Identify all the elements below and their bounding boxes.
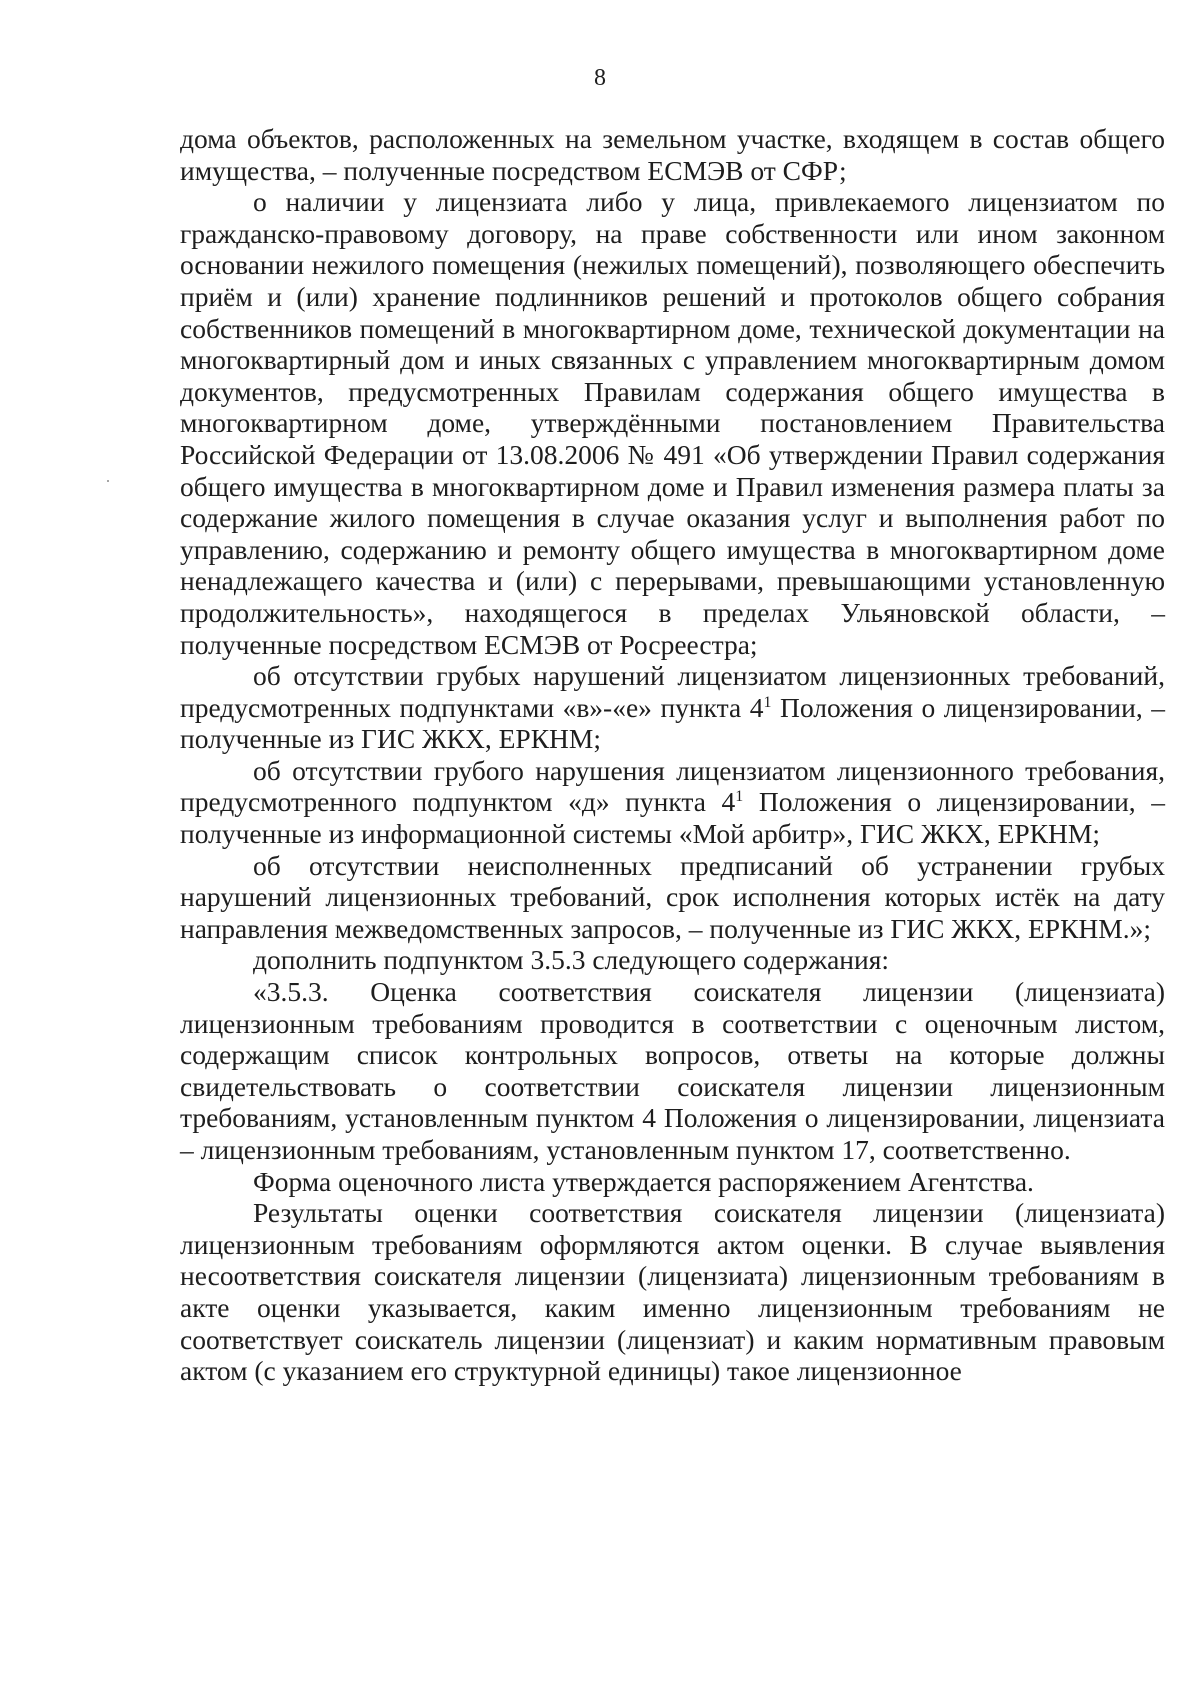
paragraph-text: об отсутствии грубого нарушения лицензиатом лицензионного требования, предусмотренного подпунктом «д» пункта 4	[180, 754, 1165, 818]
paragraph-gross-violation	[180, 755, 1165, 850]
superscript: 1	[735, 788, 744, 806]
scan-margin-mark	[107, 480, 109, 482]
paragraph-text: Положения о лицензировании, – полученные из ГИС ЖКХ, ЕРКНМ;	[180, 691, 1165, 755]
paragraph-supplement: дополнить подпунктом 3.5.3 следующего содержания:	[253, 944, 890, 976]
paragraph-form: Форма оценочного листа утверждается распоряжением Агентства.	[253, 1165, 1034, 1197]
paragraph-unfulfilled-orders: об отсутствии неисполненных предписаний об устранении грубых нарушений лицензионных требований, срок исполнения которых истёк на дату направления межведомственных запросов, – полученные из ГИС ЖКХ, ЕРКНМ.»;	[180, 849, 1165, 944]
page-number: 8	[594, 65, 606, 91]
superscript: 1	[763, 693, 772, 711]
paragraph-nonresidential-premises: о наличии у лицензиата либо у лица, привлекаемого лицензиатом по гражданско-правовому договору, на праве собственности или ином законном основании нежилого помещения (нежилых помещений), позволяющего обеспечить приём и (или) хранение подлинников решений и протоколов общего собрания собственников помещений в многоквартирном доме, технической документации на многоквартирный дом и иных связанных с управлением многоквартирным домом документов, предусмотренных Правилам содержания общего имущества в многоквартирном доме, утверждёнными постановлением Правительства Российской Федерации от 13.08.2006 № 491 «Об утверждении Правил содержания общего имущества в многоквартирном доме и Правил изменения размера платы за содержание жилого помещения в случае оказания услуг и выполнения работ по управлению, содержанию и ремонту общего имущества в многоквартирном доме ненадлежащего качества и (или) с перерывами, превышающими установленную продолжительность», находящегося в пределах Ульяновской области, – полученные посредством ЕСМЭВ от Росреестра;	[180, 186, 1165, 660]
paragraph-continuation: дома объектов, расположенных на земельном участке, входящем в состав общего имущества, – полученные посредством ЕСМЭВ от СФР;	[180, 123, 1165, 186]
paragraph-gross-violations	[180, 660, 1165, 755]
paragraph-3-5-3: «3.5.3. Оценка соответствия соискателя лицензии (лицензиата) лицензионным требованиям проводится в соответствии с оценочным листом, содержащим список контрольных вопросов, ответы на которые должны свидетельствовать о соответствии соискателя лицензии лицензионным требованиям, установленным пунктом 4 Положения о лицензировании, лицензиата – лицензионным требованиям, установленным пунктом 17, соответственно.	[180, 976, 1165, 1165]
paragraph-text: об отсутствии грубых нарушений лицензиатом лицензионных требований, предусмотренных подпунктами «в»-«е» пункта 4	[180, 660, 1165, 723]
document-body	[180, 123, 1165, 1387]
paragraph-results: Результаты оценки соответствия соискателя лицензии (лицензиата) лицензионным требованиям оформляются актом оценки. В случае выявления несоответствия соискателя лицензии (лицензиата) лицензионным требованиям в акте оценки указывается, каким именно лицензионным требованиям не соответствует соискатель лицензии (лицензиат) и каким нормативным правовым актом (с указанием его структурной единицы) такое лицензионное	[180, 1197, 1165, 1387]
paragraph-text: Положения о лицензировании, – полученные из информационной системы «Мой арбитр», ГИС ЖКХ, ЕРКНМ;	[180, 786, 1165, 850]
